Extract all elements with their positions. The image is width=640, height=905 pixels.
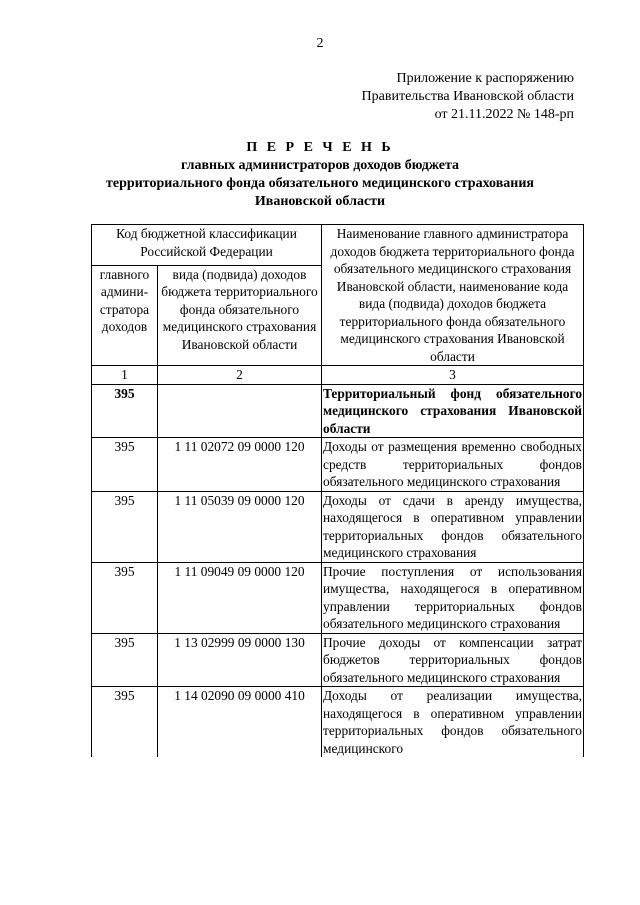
income-code-cell: 1 11 05039 09 0000 120 — [158, 491, 322, 562]
document-title — [0, 139, 640, 211]
table-row — [92, 633, 584, 687]
table-row — [92, 438, 584, 492]
income-code-cell: 1 11 02072 09 0000 120 — [158, 438, 322, 492]
admin-code-cell: 395 — [92, 687, 158, 758]
header-income-code: вида (подвида) доходов бюджета территориального фонда обязательного медицинского страхования Ивановской области — [158, 265, 322, 365]
income-code-cell: 1 14 02090 09 0000 410 — [158, 687, 322, 758]
page-number: 2 — [316, 36, 324, 51]
title-line-4: Ивановской области — [254, 194, 386, 209]
name-cell: Прочие доходы от компенсации затрат бюджетов территориальных фондов обязательного медицинского страхования — [323, 634, 583, 685]
admin-code-cell: 395 — [92, 491, 158, 562]
column-number-2: 2 — [158, 366, 322, 385]
admin-code-cell: 395 — [92, 562, 158, 633]
admin-code-cell: 395 — [92, 384, 158, 438]
title-line-1: П Е Р Е Ч Е Н Ь — [246, 140, 394, 155]
table-header-row — [92, 225, 584, 266]
appendix-note — [362, 70, 574, 124]
header-name: Наименование главного администратора доходов бюджета территориального фонда обязательного медицинского страхования Ивановской области, наименование кода вида (подвида) доходов бюджета территориального фонда обязательного медицинского страхования Ивановской области — [322, 225, 584, 366]
column-number-1: 1 — [92, 366, 158, 385]
name-cell: Территориальный фонд обязательного медицинского страхования Ивановской области — [323, 385, 583, 436]
income-code-cell: 1 13 02999 09 0000 130 — [158, 633, 322, 687]
income-code-cell — [158, 384, 322, 438]
income-code-cell: 1 11 09049 09 0000 120 — [158, 562, 322, 633]
table-row — [92, 562, 584, 633]
column-number-3: 3 — [322, 366, 584, 385]
table-number-row — [92, 366, 584, 385]
title-line-3: территориального фонда обязательного медицинского страхования — [106, 176, 534, 191]
appendix-line-3: от 21.11.2022 № 148-рп — [434, 107, 574, 122]
administrators-table — [91, 224, 584, 757]
admin-code-cell: 395 — [92, 438, 158, 492]
table-row — [92, 491, 584, 562]
table-row — [92, 384, 584, 438]
table-row — [92, 687, 584, 758]
name-cell: Доходы от размещения временно свободных средств территориальных фондов обязательного медицинского страхования — [323, 439, 583, 489]
header-admin-code: главного админи-стратора доходов — [92, 265, 158, 365]
name-cell: Доходы от сдачи в аренду имущества, находящегося в оперативном управлении территориальных фондов обязательного медицинского страхования — [323, 492, 583, 560]
appendix-line-2: Правительства Ивановской области — [361, 89, 574, 104]
name-cell: Прочие поступления от использования имущества, находящегося в оперативном управлении территориальных фондов обязательного медицинского страхования — [323, 563, 583, 631]
title-line-2: главных администраторов доходов бюджета — [180, 158, 460, 173]
appendix-line-1: Приложение к распоряжению — [396, 71, 574, 86]
admin-code-cell: 395 — [92, 633, 158, 687]
name-cell: Доходы от реализации имущества, находящегося в оперативном управлении территориальных фондов обязательного медицинского — [323, 688, 583, 756]
header-code-group: Код бюджетной классификации Российской Федерации — [92, 225, 322, 266]
